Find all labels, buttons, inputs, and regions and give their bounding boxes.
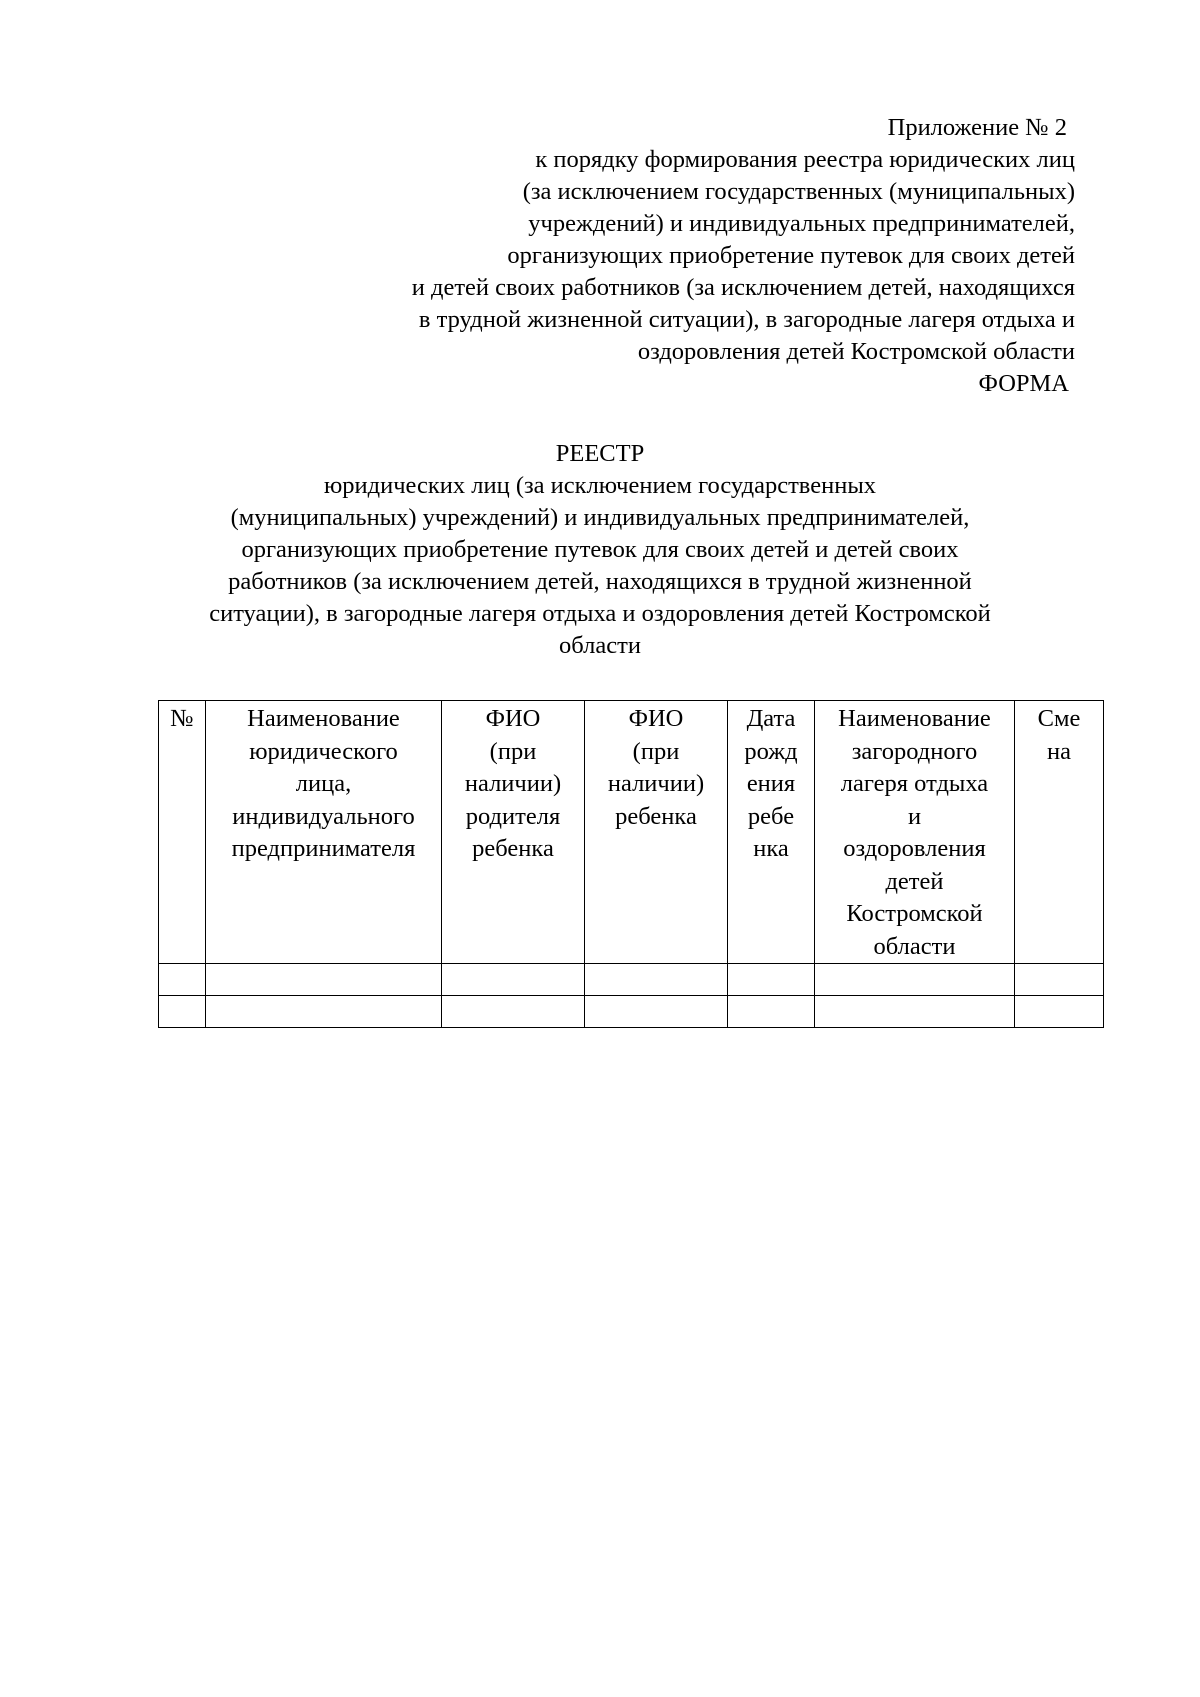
- table-cell: [585, 964, 728, 996]
- appendix-caption-line: в трудной жизненной ситуации), в загородные лагеря отдыха и: [418, 306, 1075, 333]
- column-header-child-name: ФИО (при наличии) ребенка: [585, 701, 728, 964]
- column-header-birth-date: Дата рожд ения ребе нка: [728, 701, 815, 964]
- form-label: ФОРМА: [978, 370, 1069, 397]
- table-cell: [159, 996, 206, 1028]
- table-cell: [206, 996, 442, 1028]
- table-cell: [728, 964, 815, 996]
- table-cell: [815, 964, 1015, 996]
- column-header-entity-name: Наименование юридического лица, индивидуального предпринимателя: [206, 701, 442, 964]
- registry-subtitle-line: области: [559, 632, 641, 659]
- appendix-caption-line: и детей своих работников (за исключением детей, находящихся: [411, 274, 1075, 301]
- table-cell: [442, 996, 585, 1028]
- registry-subtitle-line: работников (за исключением детей, находящихся в трудной жизненной: [228, 568, 972, 595]
- registry-subtitle-line: юридических лиц (за исключением государственных: [323, 472, 877, 499]
- registry-title: РЕЕСТР: [555, 440, 645, 467]
- appendix-caption-line: к порядку формирования реестра юридических лиц: [535, 146, 1075, 173]
- table-cell: [815, 996, 1015, 1028]
- table-header-row: [159, 701, 1104, 964]
- appendix-caption-line: (за исключением государственных (муниципальных): [522, 178, 1075, 205]
- column-header-shift: Сме на: [1015, 701, 1104, 964]
- table-cell: [585, 996, 728, 1028]
- registry-subtitle-line: организующих приобретение путевок для своих детей и детей своих: [241, 536, 959, 563]
- registry-subtitle-line: ситуации), в загородные лагеря отдыха и оздоровления детей Костромской: [209, 600, 991, 627]
- column-header-number: №: [159, 701, 206, 964]
- registry-title-block: [150, 438, 1050, 662]
- appendix-header: [255, 112, 1075, 400]
- appendix-caption-line: оздоровления детей Костромской области: [637, 338, 1075, 365]
- registry-subtitle-line: (муниципальных) учреждений) и индивидуальных предпринимателей,: [230, 504, 970, 531]
- table-cell: [206, 964, 442, 996]
- table-cell: [1015, 996, 1104, 1028]
- table-row: [159, 996, 1104, 1028]
- table-cell: [728, 996, 815, 1028]
- table-row: [159, 964, 1104, 996]
- column-header-camp-name: Наименование загородного лагеря отдыха и оздоровления детей Костромской области: [815, 701, 1015, 964]
- table-cell: [442, 964, 585, 996]
- registry-table: [158, 700, 1104, 1028]
- appendix-number: Приложение № 2: [887, 114, 1067, 141]
- table-cell: [159, 964, 206, 996]
- table-cell: [1015, 964, 1104, 996]
- column-header-parent-name: ФИО (при наличии) родителя ребенка: [442, 701, 585, 964]
- appendix-caption-line: организующих приобретение путевок для своих детей: [507, 242, 1075, 269]
- appendix-caption-line: учреждений) и индивидуальных предпринимателей,: [528, 210, 1075, 237]
